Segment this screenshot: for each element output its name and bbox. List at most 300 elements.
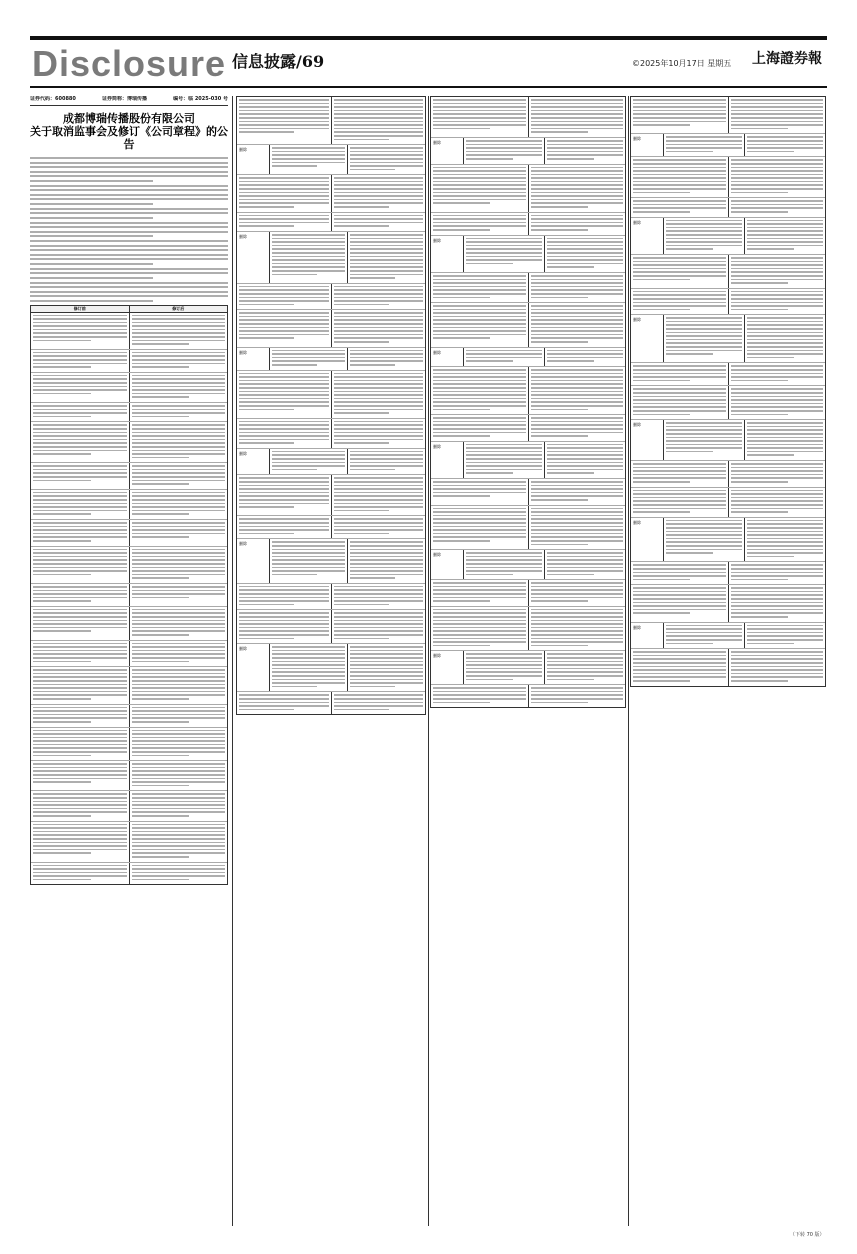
table-row <box>237 310 425 347</box>
text-line <box>350 671 423 673</box>
text-line <box>433 334 526 336</box>
text-line <box>466 563 542 565</box>
table-cell <box>129 547 228 583</box>
text-line <box>334 518 424 520</box>
text-line <box>731 275 824 277</box>
text-line <box>33 778 127 780</box>
text-line <box>731 490 824 492</box>
text-line <box>466 567 542 569</box>
text-line <box>334 698 424 700</box>
text-line <box>33 879 91 881</box>
delete-label: 删除 <box>631 518 664 562</box>
text-line <box>132 409 226 411</box>
text-line <box>33 556 127 558</box>
text-line <box>633 673 726 675</box>
paper-name: 上海證券報 <box>752 51 822 67</box>
text-line <box>334 181 424 183</box>
text-line <box>531 398 624 400</box>
text-line <box>334 412 389 414</box>
text-line <box>334 604 389 606</box>
text-line <box>531 616 624 618</box>
table-cell <box>129 350 228 372</box>
text-line <box>350 165 423 167</box>
text-line <box>547 472 594 474</box>
table-row <box>31 313 227 350</box>
table-cell <box>331 475 426 515</box>
text-line <box>531 391 624 393</box>
text-line <box>33 439 127 441</box>
text-line <box>132 366 190 368</box>
text-line <box>666 643 713 645</box>
text-line <box>433 323 526 325</box>
text-line <box>33 412 127 414</box>
text-line <box>633 414 690 416</box>
comparison-table <box>30 305 228 886</box>
text-line <box>132 691 226 693</box>
table-cell <box>431 685 528 707</box>
text-line <box>433 536 526 538</box>
text-line <box>747 527 823 529</box>
text-line <box>731 658 824 660</box>
text-line <box>531 286 624 288</box>
text-line <box>132 506 226 508</box>
text-line <box>466 653 542 655</box>
text-line <box>33 442 127 444</box>
text-line <box>433 174 526 176</box>
table-cell <box>528 367 626 414</box>
text-line <box>466 462 542 464</box>
text-line <box>33 653 127 655</box>
text-line <box>731 291 824 293</box>
text-line <box>731 128 788 130</box>
delete-label: 删除 <box>237 348 270 370</box>
text-line <box>731 474 824 476</box>
text-line <box>272 165 317 167</box>
text-line <box>33 650 127 652</box>
text-line <box>633 113 726 115</box>
table-cell <box>744 420 825 460</box>
text-line <box>33 669 127 671</box>
text-line <box>531 103 624 105</box>
text-line <box>350 154 423 156</box>
column-1 <box>30 96 228 1226</box>
text-line <box>731 207 824 209</box>
text-line <box>334 380 424 382</box>
text-line <box>666 230 742 232</box>
text-line <box>547 454 623 456</box>
text-line <box>33 875 127 877</box>
table-row <box>31 403 227 422</box>
text-line <box>531 192 624 194</box>
text-line <box>272 567 345 569</box>
text-line <box>30 226 228 228</box>
text-line <box>132 627 226 629</box>
text-line <box>350 458 423 460</box>
text-line <box>272 465 345 467</box>
table-row <box>31 761 227 791</box>
table-row <box>237 371 425 419</box>
comparison-table <box>430 96 626 708</box>
text-line <box>272 151 345 153</box>
text-line <box>132 778 226 780</box>
text-line <box>433 319 526 321</box>
text-line <box>433 488 526 490</box>
table-cell <box>431 97 528 137</box>
table-cell <box>728 562 826 584</box>
text-line <box>132 868 226 870</box>
table-cell <box>347 145 425 174</box>
text-line <box>132 393 226 395</box>
text-line <box>633 302 726 304</box>
text-line <box>531 124 624 126</box>
text-line <box>132 453 226 455</box>
text-line <box>132 325 226 327</box>
text-line <box>350 151 423 153</box>
text-line <box>433 623 526 625</box>
text-line <box>33 432 127 434</box>
text-line <box>747 245 823 247</box>
text-line <box>531 593 624 595</box>
text-line <box>433 600 490 602</box>
text-line <box>272 357 345 359</box>
text-line <box>747 332 823 334</box>
text-line <box>531 417 624 419</box>
table-cell <box>631 363 728 385</box>
table-cell <box>129 641 228 667</box>
text-line <box>433 229 490 231</box>
text-line <box>334 630 424 632</box>
text-line <box>747 625 823 627</box>
column-4 <box>630 96 826 1226</box>
text-line <box>132 483 190 485</box>
table-cell <box>31 705 129 727</box>
table-row <box>31 705 227 728</box>
text-line <box>433 515 526 517</box>
text-line <box>731 602 824 604</box>
text-line <box>132 522 226 524</box>
text-line <box>239 99 329 101</box>
text-line <box>239 477 329 479</box>
text-line <box>433 192 526 194</box>
table-cell <box>270 232 347 283</box>
text-line <box>33 352 127 354</box>
text-line <box>531 316 624 318</box>
text-line <box>433 337 490 339</box>
text-line <box>350 661 423 663</box>
text-line <box>433 215 526 217</box>
text-line <box>666 147 742 149</box>
text-line <box>433 702 490 704</box>
table-cell <box>728 289 826 315</box>
text-line <box>433 616 526 618</box>
table-cell <box>31 313 129 349</box>
text-line <box>731 497 824 499</box>
text-line <box>531 113 624 115</box>
text-line <box>531 529 624 531</box>
text-line <box>633 658 726 660</box>
text-line <box>547 151 623 153</box>
text-line <box>666 538 742 540</box>
text-line <box>239 128 329 130</box>
text-line <box>272 552 345 554</box>
text-line <box>272 266 345 268</box>
text-line <box>239 529 329 531</box>
table-cell <box>431 580 528 606</box>
text-line <box>30 291 228 293</box>
table-cell <box>431 367 528 414</box>
table-cell <box>331 610 426 643</box>
text-line <box>747 346 823 348</box>
table-row <box>237 419 425 449</box>
text-line <box>334 421 424 423</box>
text-line <box>30 231 228 233</box>
text-line <box>633 591 726 593</box>
text-line <box>334 439 424 441</box>
text-line <box>334 300 424 302</box>
text-line <box>666 628 742 630</box>
table-row <box>431 348 625 367</box>
text-line <box>433 309 526 311</box>
text-line <box>334 124 424 126</box>
text-line <box>547 675 623 677</box>
text-line <box>350 353 423 355</box>
text-line <box>433 481 526 483</box>
text-line <box>531 334 624 336</box>
text-line <box>33 325 127 327</box>
table-cell <box>129 863 228 885</box>
text-line <box>272 563 345 565</box>
table-cell <box>31 490 129 519</box>
text-line <box>132 856 190 858</box>
table-cell <box>728 157 826 197</box>
text-line <box>33 691 127 693</box>
text-line <box>747 223 823 225</box>
text-line <box>531 369 624 371</box>
text-line <box>239 597 329 599</box>
text-line <box>633 264 726 266</box>
text-line <box>132 513 190 515</box>
text-line <box>433 424 526 426</box>
table-cell <box>728 585 826 621</box>
text-line <box>33 687 127 689</box>
text-line <box>239 319 329 321</box>
table-row <box>631 518 825 563</box>
text-line <box>666 520 742 522</box>
text-line <box>334 139 389 141</box>
table-cell <box>528 479 626 505</box>
text-line <box>239 373 329 375</box>
text-line <box>666 437 742 439</box>
text-line <box>433 620 526 622</box>
text-line <box>334 391 424 393</box>
text-line <box>132 597 190 599</box>
text-paragraph <box>30 240 228 265</box>
text-line <box>33 721 91 723</box>
text-line <box>239 442 294 444</box>
continued-note: （下转 70 版） <box>790 1232 825 1238</box>
text-line <box>239 293 329 295</box>
text-line <box>33 831 127 833</box>
table-cell <box>129 520 228 546</box>
table-cell <box>544 442 625 478</box>
text-line <box>531 279 624 281</box>
text-line <box>433 421 526 423</box>
text-line <box>731 264 824 266</box>
text-line <box>33 332 127 334</box>
text-line <box>731 163 824 165</box>
text-line <box>33 329 127 331</box>
text-line <box>132 770 226 772</box>
text-line <box>433 609 526 611</box>
text-line <box>132 574 226 576</box>
text-line <box>666 531 742 533</box>
text-line <box>33 740 127 742</box>
text-line <box>33 733 127 735</box>
text-line <box>33 616 127 618</box>
table-cell <box>270 539 347 583</box>
text-line <box>433 275 526 277</box>
table-row <box>431 607 625 652</box>
comparison-table <box>236 96 426 715</box>
text-line <box>731 268 824 270</box>
text-line <box>239 481 329 483</box>
text-line <box>334 202 424 204</box>
text-line <box>239 286 329 288</box>
text-line <box>747 238 823 240</box>
text-line <box>666 429 742 431</box>
text-line <box>531 215 624 217</box>
text-line <box>272 259 345 261</box>
text-line <box>633 211 690 213</box>
table-row <box>631 420 825 461</box>
text-line <box>239 289 329 291</box>
text-line <box>334 435 424 437</box>
text-line <box>731 106 824 108</box>
text-line <box>531 195 624 197</box>
text-line <box>33 717 127 719</box>
text-line <box>747 227 823 229</box>
text-line <box>666 426 742 428</box>
delete-label: 删除 <box>237 232 270 283</box>
table-cell <box>237 310 331 346</box>
table-row <box>631 386 825 420</box>
text-line <box>33 612 127 614</box>
text-line <box>30 180 153 182</box>
table-row <box>237 449 425 476</box>
table-cell <box>237 284 331 310</box>
text-line <box>334 387 424 389</box>
text-line <box>666 549 742 551</box>
table-cell <box>129 791 228 820</box>
table-row <box>31 791 227 821</box>
text-line <box>633 163 726 165</box>
text-line <box>33 495 127 497</box>
table-cell <box>464 138 544 164</box>
text-line <box>547 140 623 142</box>
text-line <box>132 838 226 840</box>
text-line <box>531 383 624 385</box>
text-line <box>466 357 542 359</box>
text-line <box>547 238 623 240</box>
text-line <box>272 664 345 666</box>
text-line <box>633 575 726 577</box>
table-row <box>237 213 425 232</box>
text-line <box>731 376 824 378</box>
text-line <box>334 586 424 588</box>
text-line <box>132 336 226 338</box>
text-line <box>33 315 127 317</box>
text-line <box>350 549 423 551</box>
text-paragraph <box>30 157 228 182</box>
text-line <box>33 845 127 847</box>
table-cell <box>270 644 347 691</box>
text-line <box>132 707 226 709</box>
text-line <box>334 589 424 591</box>
text-line <box>433 522 526 524</box>
text-line <box>239 199 329 201</box>
text-line <box>132 529 226 531</box>
text-line <box>132 593 226 595</box>
text-line <box>334 195 424 197</box>
text-line <box>666 422 742 424</box>
text-line <box>633 192 690 194</box>
table-cell <box>129 705 228 727</box>
text-line <box>633 568 726 570</box>
text-line <box>747 643 794 645</box>
text-line <box>666 527 742 529</box>
text-line <box>132 684 226 686</box>
text-line <box>547 353 623 355</box>
text-line <box>433 188 526 190</box>
text-line <box>531 627 624 629</box>
text-line <box>33 322 127 324</box>
text-line <box>132 744 226 746</box>
text-line <box>239 488 329 490</box>
text-line <box>33 694 127 696</box>
table-row <box>631 488 825 518</box>
table-row <box>31 350 227 373</box>
text-line <box>33 609 127 611</box>
text-line <box>433 526 526 528</box>
text-line <box>239 533 294 535</box>
text-line <box>33 849 127 851</box>
text-line <box>731 508 824 510</box>
table-row <box>431 479 625 506</box>
text-line <box>33 811 127 813</box>
table-cell <box>744 134 825 156</box>
text-line <box>633 598 726 600</box>
text-line <box>731 124 824 126</box>
text-line <box>272 469 317 471</box>
text-line <box>531 698 624 700</box>
stock-info-line <box>30 96 228 106</box>
text-line <box>132 872 226 874</box>
text-line <box>33 424 127 426</box>
text-line <box>33 472 127 474</box>
text-line <box>239 424 329 426</box>
text-line <box>132 424 226 426</box>
text-line <box>239 380 329 382</box>
text-line <box>132 416 190 418</box>
text-line <box>239 409 294 411</box>
delete-label: 删除 <box>431 236 464 272</box>
text-line <box>239 702 329 704</box>
text-line <box>531 485 624 487</box>
text-line <box>272 653 345 655</box>
text-line <box>334 337 424 339</box>
text-line <box>350 245 423 247</box>
text-line <box>466 248 542 250</box>
